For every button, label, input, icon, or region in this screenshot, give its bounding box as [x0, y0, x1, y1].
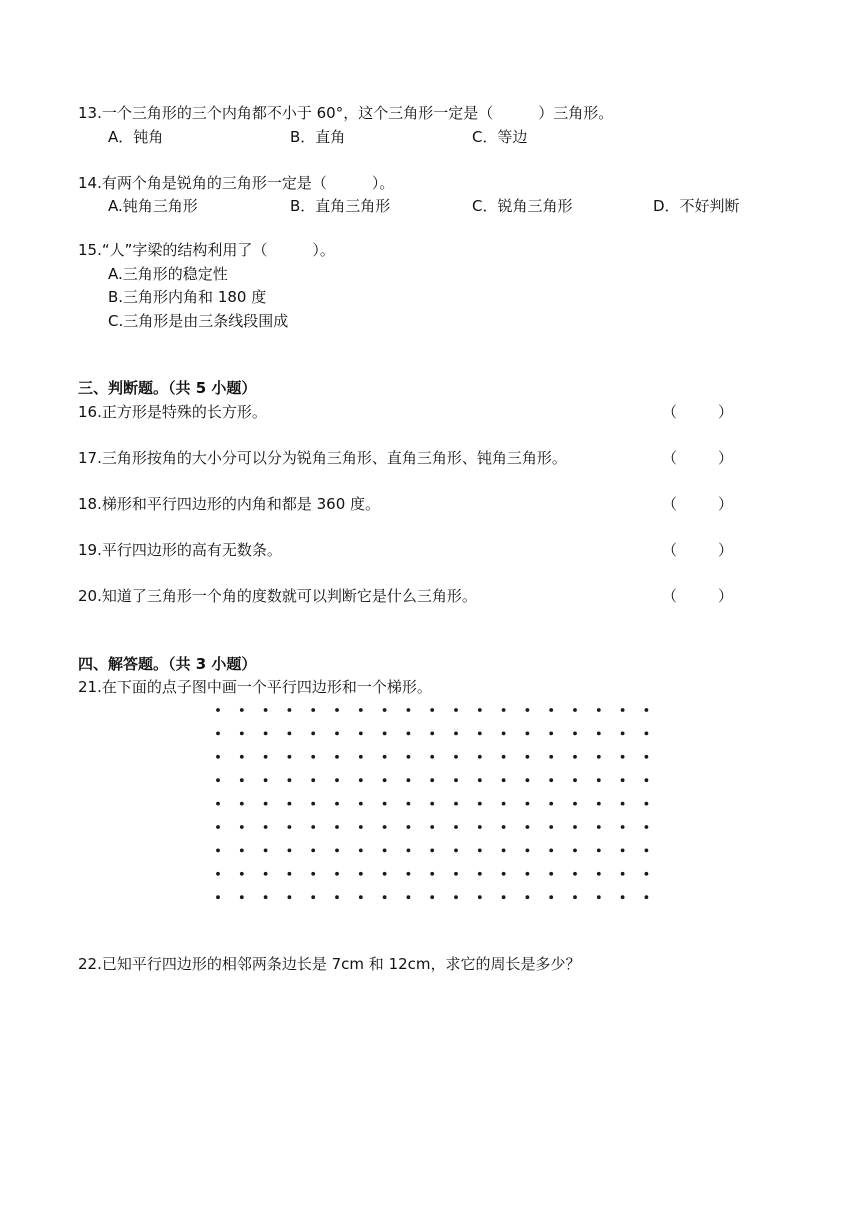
grid-dot: [335, 778, 339, 782]
grid-dot: [454, 825, 458, 829]
grid-dot: [407, 708, 411, 712]
question-14: 14.有两个角是锐角的三角形一定是（ ）。: [78, 174, 395, 192]
grid-dot: [454, 802, 458, 806]
option-a: A.钝角三角形: [108, 197, 198, 215]
grid-dot: [478, 872, 482, 876]
grid-dot: [240, 872, 244, 876]
question-17: 17.三角形按角的大小分可以分为锐角三角形、直角三角形、钝角三角形。: [78, 449, 567, 467]
grid-dot: [264, 755, 268, 759]
grid-dot: [549, 895, 553, 899]
grid-dot: [407, 755, 411, 759]
grid-dot: [216, 872, 220, 876]
grid-dot: [407, 732, 411, 736]
grid-dot: [526, 825, 530, 829]
section-3-heading: 三、判断题。（共 5 小题）: [78, 379, 257, 397]
grid-dot: [383, 708, 387, 712]
grid-dot: [573, 732, 577, 736]
grid-dot: [621, 849, 625, 853]
question-18: 18.梯形和平行四边形的内角和都是 360 度。: [78, 495, 381, 513]
grid-dot: [502, 872, 506, 876]
grid-dot: [478, 895, 482, 899]
grid-dot: [597, 755, 601, 759]
option-c: C．等边: [472, 128, 528, 146]
grid-dot: [502, 708, 506, 712]
grid-dot: [311, 755, 315, 759]
grid-dot: [359, 732, 363, 736]
grid-dot: [288, 895, 292, 899]
grid-dot: [288, 755, 292, 759]
grid-dot: [502, 895, 506, 899]
grid-dot: [311, 802, 315, 806]
grid-dot: [216, 825, 220, 829]
question-15: 15.“人”字梁的结构利用了（ ）。: [78, 241, 335, 259]
grid-dot: [383, 802, 387, 806]
grid-dot: [383, 732, 387, 736]
grid-dot: [216, 755, 220, 759]
grid-dot: [573, 755, 577, 759]
grid-dot: [407, 872, 411, 876]
question-16: 16.正方形是特殊的长方形。: [78, 403, 267, 421]
grid-dot: [621, 802, 625, 806]
grid-dot: [264, 895, 268, 899]
question-20: 20.知道了三角形一个角的度数就可以判断它是什么三角形。: [78, 587, 477, 605]
grid-dot: [216, 732, 220, 736]
grid-dot: [645, 732, 649, 736]
grid-dot: [549, 732, 553, 736]
grid-dot: [502, 802, 506, 806]
grid-dot: [216, 778, 220, 782]
grid-dot: [430, 872, 434, 876]
grid-dot: [645, 778, 649, 782]
grid-dot: [288, 778, 292, 782]
section-4-heading: 四、解答题。（共 3 小题）: [78, 655, 257, 673]
grid-dot: [502, 755, 506, 759]
grid-dot: [526, 708, 530, 712]
grid-dot: [645, 802, 649, 806]
grid-dot: [597, 825, 601, 829]
grid-dot: [454, 708, 458, 712]
grid-dot: [359, 755, 363, 759]
grid-dot: [597, 849, 601, 853]
grid-dot: [335, 802, 339, 806]
grid-dot: [478, 732, 482, 736]
grid-dot: [645, 895, 649, 899]
grid-dot: [573, 872, 577, 876]
option-b: B．直角: [290, 128, 346, 146]
grid-dot: [240, 895, 244, 899]
question-13-options: [108, 130, 808, 150]
grid-dot: [526, 755, 530, 759]
grid-dot: [430, 895, 434, 899]
grid-dot: [359, 708, 363, 712]
grid-dot: [264, 802, 268, 806]
question-19: 19.平行四边形的高有无数条。: [78, 541, 282, 559]
grid-dot: [335, 732, 339, 736]
grid-dot: [264, 732, 268, 736]
grid-dot: [311, 708, 315, 712]
grid-dot: [549, 778, 553, 782]
grid-dot: [216, 849, 220, 853]
option-a: A．钝角: [108, 128, 164, 146]
grid-dot: [335, 708, 339, 712]
grid-dot: [240, 708, 244, 712]
grid-dot: [526, 872, 530, 876]
grid-dot: [526, 778, 530, 782]
grid-dot: [526, 849, 530, 853]
question-21: 21.在下面的点子图中画一个平行四边形和一个梯形。: [78, 678, 432, 696]
grid-dot: [264, 778, 268, 782]
grid-dot: [383, 778, 387, 782]
grid-dot: [549, 872, 553, 876]
option-c: C.三角形是由三条线段围成: [108, 312, 289, 330]
dot-grid[interactable]: [206, 698, 656, 908]
grid-dot: [621, 895, 625, 899]
grid-dot: [240, 732, 244, 736]
grid-dot: [430, 732, 434, 736]
grid-dot: [454, 872, 458, 876]
grid-dot: [454, 755, 458, 759]
grid-dot: [478, 825, 482, 829]
grid-dot: [383, 872, 387, 876]
grid-dot: [549, 849, 553, 853]
grid-dot: [311, 732, 315, 736]
option-a: A.三角形的稳定性: [108, 265, 228, 283]
grid-dot: [454, 732, 458, 736]
grid-dot: [549, 755, 553, 759]
grid-dot: [407, 849, 411, 853]
grid-dot: [264, 849, 268, 853]
grid-dot: [430, 755, 434, 759]
grid-dot: [264, 708, 268, 712]
grid-dot: [478, 778, 482, 782]
grid-dot: [240, 825, 244, 829]
grid-dot: [573, 778, 577, 782]
grid-dot: [621, 872, 625, 876]
option-b: B.三角形内角和 180 度: [108, 288, 267, 306]
grid-dot: [288, 802, 292, 806]
grid-dot: [430, 802, 434, 806]
grid-dot: [573, 825, 577, 829]
grid-dot: [645, 708, 649, 712]
grid-dot: [383, 895, 387, 899]
grid-dot: [502, 732, 506, 736]
grid-dot: [311, 849, 315, 853]
grid-dot: [549, 825, 553, 829]
grid-dot: [478, 802, 482, 806]
question-13: 13.一个三角形的三个内角都不小于 60°，这个三角形一定是（ ）三角形。: [78, 104, 614, 122]
grid-dot: [502, 825, 506, 829]
grid-dot: [216, 802, 220, 806]
option-d: D．不好判断: [653, 197, 740, 215]
grid-dot: [597, 802, 601, 806]
grid-dot: [502, 849, 506, 853]
grid-dot: [335, 872, 339, 876]
grid-dot: [311, 778, 315, 782]
grid-dot: [359, 802, 363, 806]
grid-dot: [597, 708, 601, 712]
grid-dot: [383, 849, 387, 853]
grid-dot: [621, 732, 625, 736]
grid-dot: [264, 872, 268, 876]
grid-dot: [264, 825, 268, 829]
grid-dot: [335, 755, 339, 759]
grid-dot: [621, 825, 625, 829]
grid-dot: [359, 895, 363, 899]
grid-dot: [478, 708, 482, 712]
grid-dot: [407, 825, 411, 829]
grid-dot: [359, 778, 363, 782]
grid-dot: [288, 872, 292, 876]
grid-dot: [311, 895, 315, 899]
grid-dot: [621, 778, 625, 782]
grid-dot: [359, 825, 363, 829]
grid-dot: [288, 849, 292, 853]
grid-dot: [430, 825, 434, 829]
grid-dot: [359, 872, 363, 876]
grid-dot: [526, 802, 530, 806]
grid-dot: [288, 825, 292, 829]
grid-dot: [383, 755, 387, 759]
grid-dot: [549, 708, 553, 712]
grid-dot: [526, 895, 530, 899]
grid-dot: [645, 872, 649, 876]
grid-dot: [645, 825, 649, 829]
grid-dot: [216, 708, 220, 712]
grid-dot: [359, 849, 363, 853]
option-b: B．直角三角形: [290, 197, 391, 215]
grid-dot: [645, 849, 649, 853]
question-14-options: [108, 199, 808, 219]
grid-dot: [526, 732, 530, 736]
grid-dot: [311, 825, 315, 829]
grid-dot: [597, 872, 601, 876]
grid-dot: [430, 778, 434, 782]
grid-dot: [407, 778, 411, 782]
grid-dot: [335, 849, 339, 853]
grid-dot: [407, 895, 411, 899]
grid-dot: [240, 849, 244, 853]
grid-dot: [597, 732, 601, 736]
grid-dot: [621, 755, 625, 759]
grid-dot: [573, 895, 577, 899]
grid-dot: [288, 732, 292, 736]
question-22: 22.已知平行四边形的相邻两条边长是 7cm 和 12cm，求它的周长是多少？: [78, 955, 581, 973]
grid-dot: [240, 755, 244, 759]
option-c: C．锐角三角形: [472, 197, 573, 215]
grid-dot: [597, 895, 601, 899]
grid-dot: [454, 895, 458, 899]
grid-dot: [573, 849, 577, 853]
grid-dot: [454, 778, 458, 782]
grid-dot: [430, 849, 434, 853]
grid-dot: [454, 849, 458, 853]
grid-dot: [240, 802, 244, 806]
grid-dot: [216, 895, 220, 899]
grid-dot: [407, 802, 411, 806]
grid-dot: [288, 708, 292, 712]
grid-dot: [597, 778, 601, 782]
grid-dot: [335, 825, 339, 829]
grid-dot: [478, 755, 482, 759]
grid-dot: [573, 802, 577, 806]
grid-dot: [240, 778, 244, 782]
grid-dot: [645, 755, 649, 759]
grid-dot: [621, 708, 625, 712]
grid-dot: [478, 849, 482, 853]
grid-dot: [383, 825, 387, 829]
grid-dot: [311, 872, 315, 876]
grid-dot: [549, 802, 553, 806]
grid-dot: [335, 895, 339, 899]
grid-dot: [430, 708, 434, 712]
grid-dot: [502, 778, 506, 782]
grid-dot: [573, 708, 577, 712]
